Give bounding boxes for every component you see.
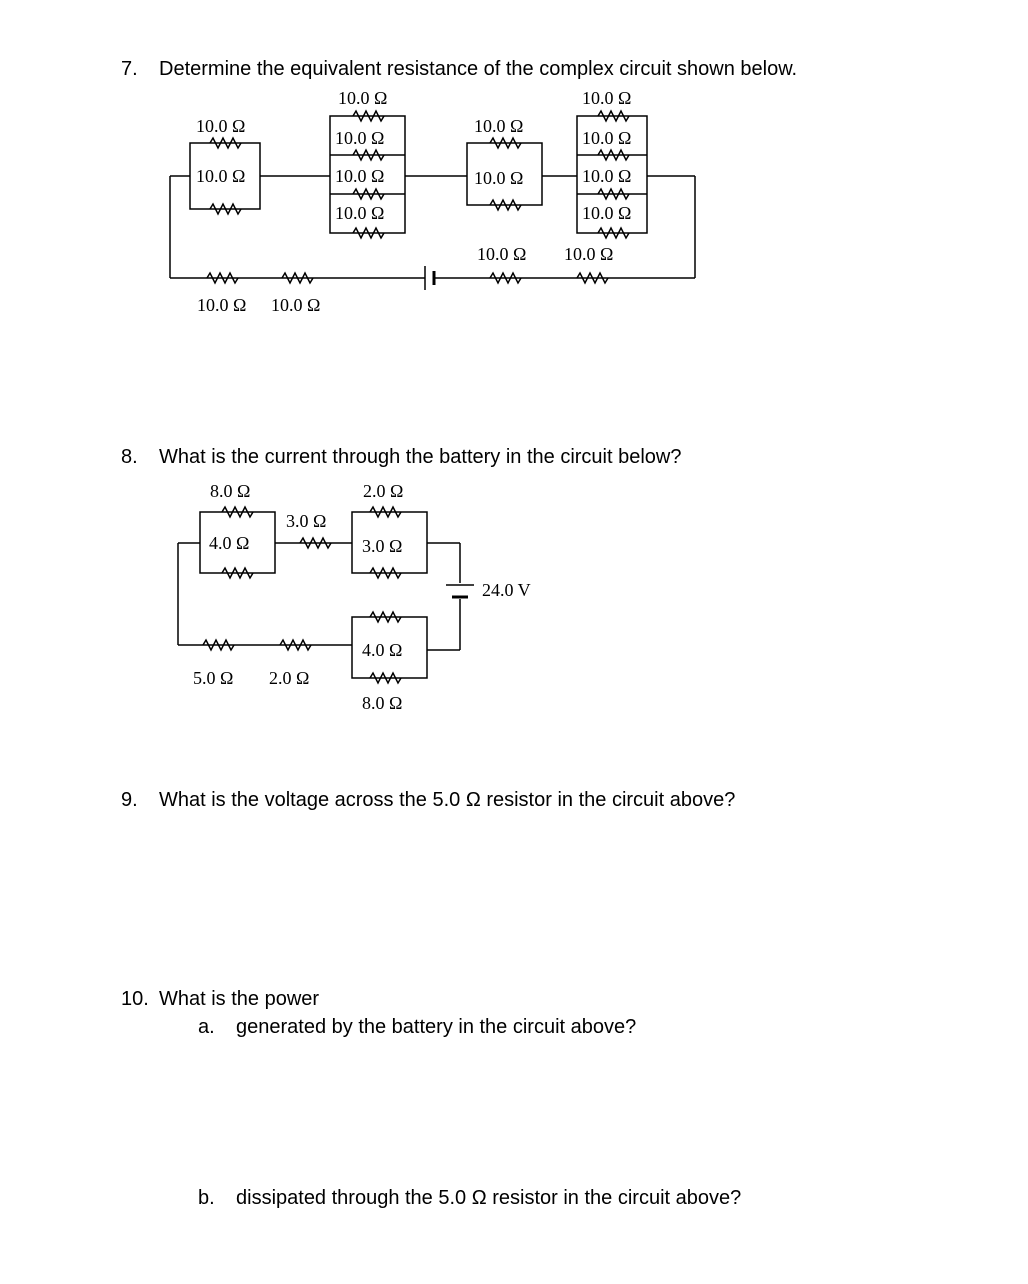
c1-label-mid-3: 10.0 Ω	[335, 203, 385, 223]
c2-label-3-middle: 3.0 Ω	[286, 511, 327, 531]
c1-label-far-3: 10.0 Ω	[582, 203, 632, 223]
question-10a-letter: a.	[198, 1016, 215, 1038]
c2-label-8-lower: 8.0 Ω	[362, 693, 403, 713]
c2-label-2-bottom: 2.0 Ω	[269, 668, 310, 688]
question-8-number: 8.	[121, 446, 138, 468]
c2-label-battery: 24.0 V	[482, 580, 531, 600]
c1-label-mid-1: 10.0 Ω	[335, 128, 385, 148]
c1-label-far-1: 10.0 Ω	[582, 128, 632, 148]
question-10a-text: generated by the battery in the circuit above?	[236, 1016, 637, 1038]
c2-label-8-top: 8.0 Ω	[210, 481, 251, 501]
c1-label-pair-top: 10.0 Ω	[474, 116, 524, 136]
c1-label-bottom-right-1: 10.0 Ω	[477, 244, 527, 264]
question-7-text: Determine the equivalent resistance of the complex circuit shown below.	[159, 58, 798, 80]
c2-label-4-left: 4.0 Ω	[209, 533, 250, 553]
c1-label-pair-bottom: 10.0 Ω	[474, 168, 524, 188]
c1-label-left-top: 10.0 Ω	[196, 116, 246, 136]
question-8	[121, 445, 682, 469]
question-10	[121, 987, 319, 1011]
question-10b-letter: b.	[198, 1187, 215, 1209]
c1-battery-icon	[425, 266, 434, 290]
c2-label-2-top: 2.0 Ω	[363, 481, 404, 501]
c2-battery-icon	[446, 585, 474, 597]
c1-label-far-2: 10.0 Ω	[582, 166, 632, 186]
question-10-text: What is the power	[159, 988, 320, 1010]
c2-label-4-lower: 4.0 Ω	[362, 640, 403, 660]
c2-label-5-bottom: 5.0 Ω	[193, 668, 234, 688]
c1-label-mid-2: 10.0 Ω	[335, 166, 385, 186]
question-8-text: What is the current through the battery in the circuit below?	[159, 446, 682, 468]
c1-label-far-top: 10.0 Ω	[582, 88, 632, 108]
circuit-diagram-2	[0, 470, 1028, 730]
c2-label-3-right: 3.0 Ω	[362, 536, 403, 556]
c1-label-left-bottom: 10.0 Ω	[196, 166, 246, 186]
question-9-text: What is the voltage across the 5.0 Ω resistor in the circuit above?	[159, 789, 736, 811]
c1-label-bottom-right-2: 10.0 Ω	[564, 244, 614, 264]
question-10b	[198, 1186, 741, 1210]
c1-label-bottom-left-2: 10.0 Ω	[271, 295, 321, 315]
question-10a	[198, 1015, 636, 1039]
question-9-number: 9.	[121, 789, 138, 811]
question-9	[121, 788, 735, 812]
c1-label-mid-top: 10.0 Ω	[338, 88, 388, 108]
circuit-diagram-1	[0, 0, 1028, 330]
question-10-number: 10.	[121, 988, 149, 1010]
c1-label-bottom-left-1: 10.0 Ω	[197, 295, 247, 315]
question-7-number: 7.	[121, 58, 138, 80]
question-10b-text: dissipated through the 5.0 Ω resistor in the circuit above?	[236, 1187, 742, 1209]
